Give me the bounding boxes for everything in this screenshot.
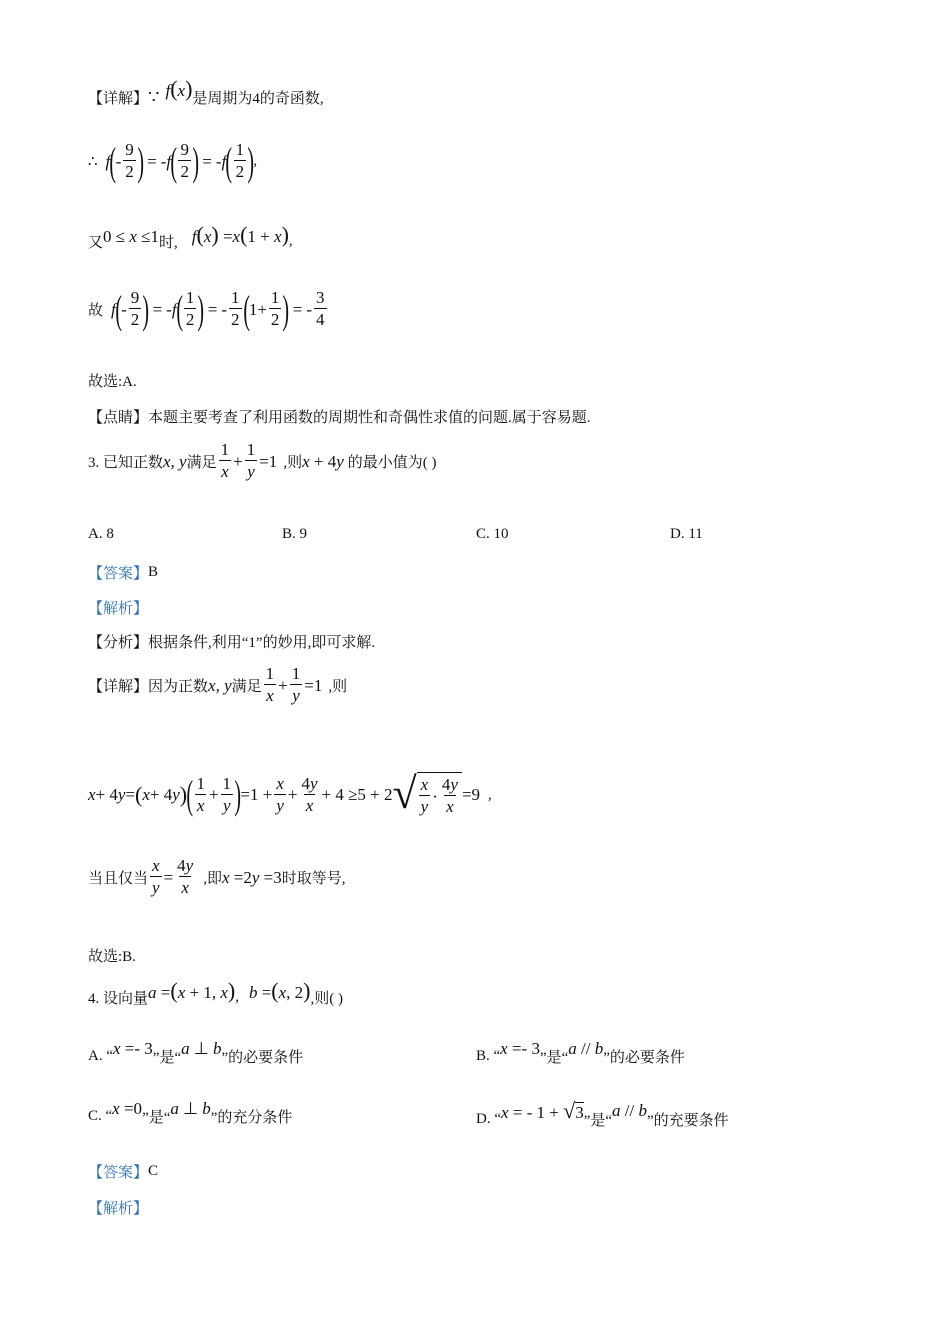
equation-f-neg-9-2: f ( - $\frac{9}{2}$ ) = - f ( $\frac{9}{2}$ ) = - f ( $\frac{1}{2}$ ): [105, 138, 255, 184]
quote-is: ”是“: [142, 1110, 171, 1126]
eq-end: ,: [488, 786, 492, 803]
q4-analysis-label: 【解析】: [88, 1201, 149, 1217]
q2-comment: [88, 406, 591, 427]
q4-stem: [88, 978, 343, 1010]
q3-choose: 故选:B.: [88, 949, 136, 965]
fenxi-label: 【分析】: [88, 635, 149, 651]
q4-option-b[interactable]: [476, 1038, 685, 1067]
detail-start: 因为正数: [148, 679, 209, 695]
q3-main-equation: [88, 769, 492, 818]
answer-label: 【答案】: [88, 1165, 149, 1181]
detail-label: 【详解】: [88, 679, 149, 695]
q3-option-a[interactable]: A. 8: [88, 526, 114, 542]
q3-detail: [88, 664, 347, 707]
comma: ,: [253, 153, 258, 169]
inequality-0-x-1: 0 ≤ x ≤1: [103, 227, 159, 246]
answer-value: B: [148, 564, 159, 580]
suffix-iff: ”的充要条件: [647, 1112, 729, 1129]
fenxi-text: 根据条件,利用“1”的妙用,即可求解.: [148, 635, 376, 651]
q4-stem-start: 4. 设向量: [88, 990, 149, 1007]
comment-label: 【点睛】: [88, 410, 149, 426]
equation-result: f ( - $\frac{9}{2}$ ) = - f ( $\frac{1}{2}$ ) = - $\frac{1}{2}$ ( 1+ $\frac{1}{2}$ ) = - $\frac{3}{4}$: [111, 286, 325, 332]
parallel-a-b: a // b: [612, 1101, 647, 1120]
option-a-cond: x =- 3: [113, 1038, 153, 1058]
option-b-cond: x =- 3: [500, 1038, 540, 1058]
q4-option-d[interactable]: [476, 1098, 729, 1132]
quote-is: ”是“: [152, 1050, 182, 1066]
therefore-symbol: ∴: [88, 154, 98, 170]
because-symbol: ∵: [148, 86, 160, 107]
q3-vars: x, y: [208, 675, 232, 695]
comma: ,: [288, 232, 293, 249]
fx-expression: f(x): [165, 76, 193, 101]
parallel-a-b: a // b: [568, 1038, 604, 1058]
q2-condition-line: [88, 222, 293, 254]
detail-mid: 满足: [231, 679, 262, 695]
q3-vars: x, y: [163, 451, 187, 471]
option-d-label: D. “: [476, 1110, 501, 1127]
q4-option-c[interactable]: [88, 1098, 293, 1127]
equality-value: x =2y =3: [221, 867, 282, 887]
q3-condition: $\frac{1}{x}$ + $\frac{1}{y}$ =1: [220, 440, 278, 481]
option-a-label: A. “: [88, 1048, 113, 1064]
q3-fenxi: [88, 631, 375, 652]
q4-sep: ,: [235, 988, 239, 1005]
when-mid: ,即: [203, 871, 222, 887]
perp-a-b: a ⊥ b: [170, 1098, 211, 1118]
detail-text: 是周期为4的奇函数,: [192, 90, 324, 107]
when-start: 当且仅当: [88, 871, 149, 887]
comment-text: 本题主要考查了利用函数的周期性和奇偶性求值的问题.属于容易题.: [148, 410, 591, 426]
q3-target: x + 4y: [302, 451, 344, 471]
q3-stem-start: 3. 已知正数: [88, 455, 164, 471]
option-d-cond: x = - 1 + √3: [501, 1098, 584, 1123]
vector-b: b =(x, 2): [248, 978, 311, 1003]
q4-stem-end: ,则( ): [310, 990, 343, 1007]
equality-fraction: $\frac{x}{y}$ = $\frac{4y}{x}$: [152, 856, 194, 897]
suffix-nec: ”的必要条件: [603, 1050, 685, 1066]
option-c-label: C. “: [88, 1108, 113, 1124]
q3-equality-condition: [88, 856, 346, 899]
q4-answer: [88, 1161, 158, 1182]
q3-condition: $\frac{1}{x}$ + $\frac{1}{y}$ =1: [265, 664, 323, 705]
q3-analysis-label: 【解析】: [88, 601, 149, 617]
perp-a-b: a ⊥ b: [181, 1038, 222, 1058]
when-end: 时取等号,: [281, 871, 346, 887]
quote-is: ”是“: [539, 1050, 569, 1066]
q2-detail-line: [88, 76, 324, 110]
q3-answer: [88, 562, 158, 583]
line3-prefix: 又: [88, 234, 104, 251]
suffix-nec: ”的必要条件: [221, 1050, 304, 1066]
q2-therefore-line: [88, 140, 257, 183]
line3-time: 时,: [159, 234, 178, 251]
line4-prefix: 故: [88, 303, 104, 319]
fx-definition: f(x) =x(1 + x): [191, 222, 289, 247]
quote-is: ”是“: [583, 1112, 613, 1129]
q3-stem-mid: 满足: [186, 455, 217, 471]
q3-option-c[interactable]: C. 10: [476, 526, 509, 542]
sqrt-symbol: √ $\frac{x}{y}$ · $\frac{4y}{x}$: [393, 772, 462, 818]
option-b-label: B. “: [476, 1048, 501, 1064]
q3-option-b[interactable]: B. 9: [282, 526, 308, 542]
q3-stem-end: 的最小值为( ): [347, 455, 437, 471]
q3-stem: [88, 440, 437, 483]
option-c-cond: x =0: [112, 1098, 143, 1118]
q4-option-a[interactable]: [88, 1038, 304, 1067]
detail-end: ,则: [328, 679, 348, 695]
q2-choose: 故选:A.: [88, 374, 137, 390]
vector-a: a =(x + 1, x): [148, 978, 236, 1003]
q3-option-d[interactable]: D. 11: [670, 526, 703, 542]
answer-value: C: [148, 1163, 159, 1179]
q2-result-line: [88, 288, 329, 331]
suffix-suf: ”的充分条件: [210, 1110, 293, 1126]
equation-body: x + 4 y = ( x + 4 y ) ( $\frac{1}{x}$ + $\frac{1}{y}$ ) =1 + $\frac{x}{y}$ + $\frac{4y}{x}$ + 4 ≥5 + 2 √ $\frac{x}{y}$ · $\frac{4y}{x}$ =9: [88, 769, 481, 818]
detail-label: 【详解】: [88, 90, 149, 107]
q3-stem-then: ,则: [283, 455, 303, 471]
answer-label: 【答案】: [88, 566, 149, 582]
